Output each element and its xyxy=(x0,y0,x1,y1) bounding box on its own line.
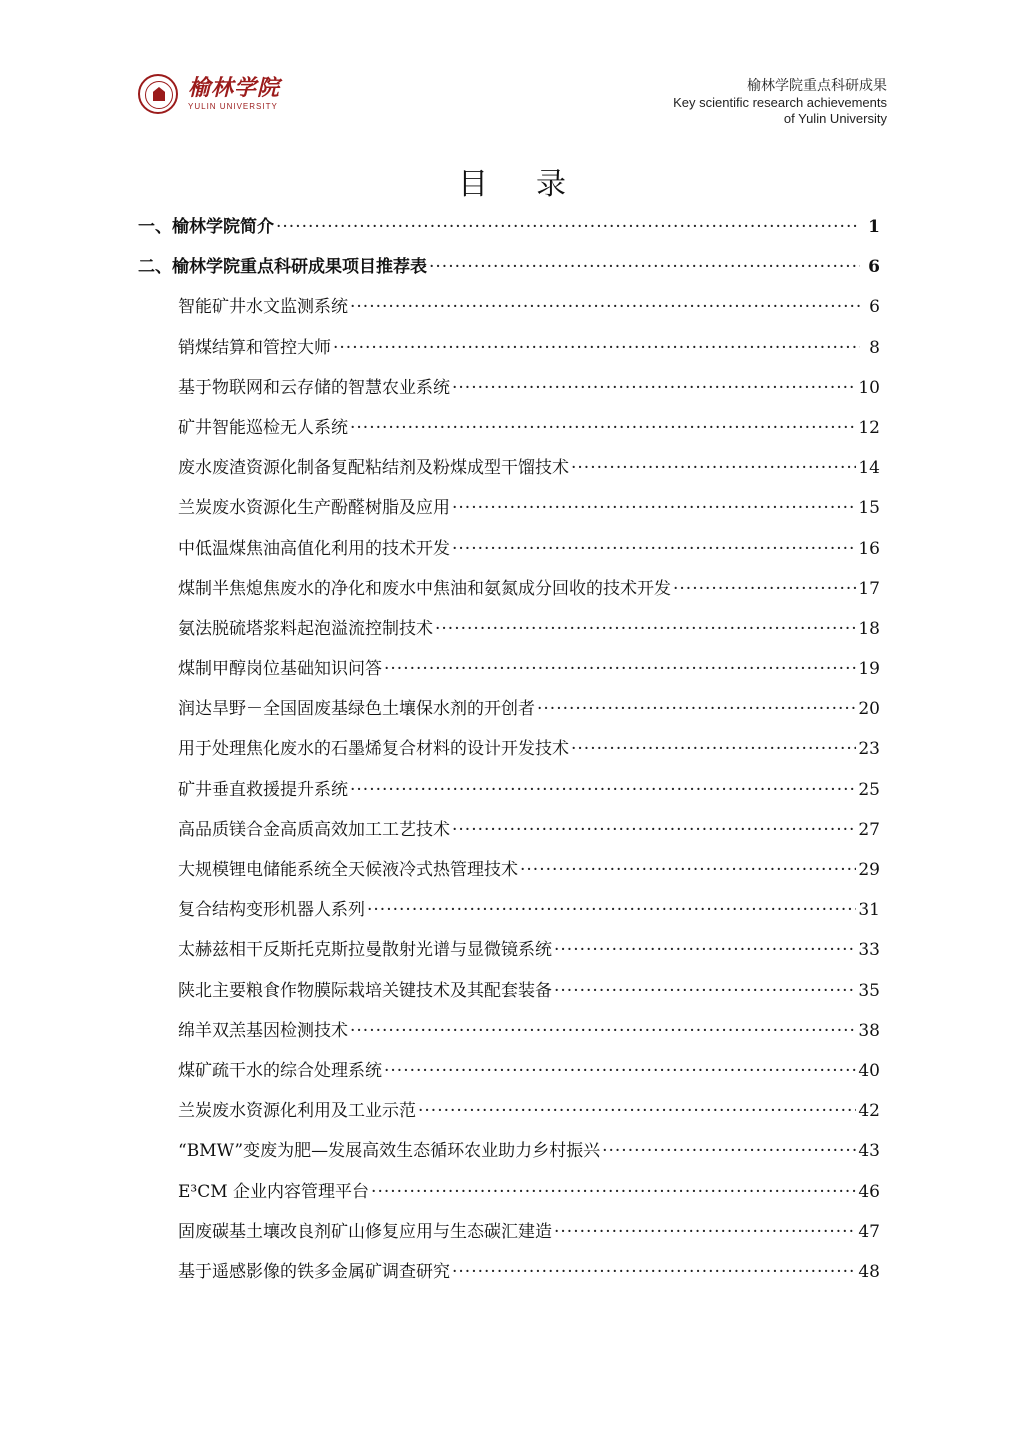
toc-page-number: 16 xyxy=(858,538,880,559)
toc-item[interactable] xyxy=(138,1056,880,1096)
table-of-contents xyxy=(138,212,880,1297)
toc-item[interactable] xyxy=(138,1177,880,1217)
logo-text xyxy=(188,76,280,112)
toc-page-number: 33 xyxy=(858,940,880,961)
header-caption-chinese: 榆林学院重点科研成果 xyxy=(747,77,887,93)
toc-page-number: 18 xyxy=(858,618,880,639)
toc-item-label: 用于处理焦化废水的石墨烯复合材料的设计开发技术 xyxy=(178,739,569,760)
toc-leader-dots xyxy=(537,699,856,719)
toc-leader-dots xyxy=(350,418,856,438)
toc-leader-dots xyxy=(418,1101,856,1121)
toc-item-label: 高品质镁合金高质高效加工工艺技术 xyxy=(178,819,450,840)
toc-item-label: 兰炭废水资源化生产酚醛树脂及应用 xyxy=(178,498,450,519)
toc-leader-dots xyxy=(350,780,856,800)
toc-leader-dots xyxy=(520,860,856,880)
toc-page-number: 47 xyxy=(858,1221,880,1242)
toc-item[interactable] xyxy=(138,1016,880,1056)
toc-leader-dots xyxy=(602,1141,856,1161)
toc-item[interactable] xyxy=(138,976,880,1016)
header-caption xyxy=(673,75,887,127)
toc-item[interactable] xyxy=(138,694,880,734)
logo-chinese-name: 榆林学院 xyxy=(188,75,281,101)
toc-item-label: 兰炭废水资源化利用及工业示范 xyxy=(178,1101,416,1122)
toc-leader-dots xyxy=(452,498,856,518)
toc-section-label: 一、榆林学院简介 xyxy=(138,217,274,237)
toc-item-label: 绵羊双羔基因检测技术 xyxy=(178,1020,348,1041)
toc-item[interactable] xyxy=(138,815,880,855)
page-header xyxy=(0,0,1024,140)
toc-item-label: E³CM 企业内容管理平台 xyxy=(178,1181,370,1202)
toc-page-number: 46 xyxy=(858,1181,880,1202)
toc-leader-dots xyxy=(429,257,860,277)
toc-item[interactable] xyxy=(138,1257,880,1297)
toc-item[interactable] xyxy=(138,855,880,895)
toc-page-number: 8 xyxy=(869,337,880,358)
toc-item-label: 矿井垂直救援提升系统 xyxy=(178,779,348,800)
toc-leader-dots xyxy=(350,1021,856,1041)
toc-item[interactable] xyxy=(138,453,880,493)
toc-item-label: 基于物联网和云存储的智慧农业系统 xyxy=(178,377,450,398)
toc-item[interactable] xyxy=(138,935,880,975)
toc-page-number: 15 xyxy=(858,498,880,519)
toc-page-number: 17 xyxy=(858,578,880,599)
toc-item[interactable] xyxy=(138,373,880,413)
header-caption-english: Key scientific research achievements of Yulin University xyxy=(673,95,887,126)
toc-leader-dots xyxy=(350,297,860,317)
toc-page-number: 35 xyxy=(858,980,880,1001)
toc-page-number: 10 xyxy=(858,377,880,398)
toc-page-number: 31 xyxy=(858,900,880,921)
toc-item-label: 智能矿井水文监测系统 xyxy=(178,297,348,318)
toc-page-number: 48 xyxy=(858,1261,880,1282)
toc-page-number: 40 xyxy=(858,1060,880,1081)
toc-item[interactable] xyxy=(138,734,880,774)
university-seal-icon xyxy=(138,74,178,114)
toc-item[interactable] xyxy=(138,1096,880,1136)
toc-item[interactable] xyxy=(138,1136,880,1176)
university-logo xyxy=(138,74,280,114)
toc-item-label: 销煤结算和管控大师 xyxy=(178,337,331,358)
page-title: 目录 xyxy=(458,167,614,203)
toc-item-label: 矿井智能巡检无人系统 xyxy=(178,417,348,438)
toc-item-label: 太赫兹相干反斯托克斯拉曼散射光谱与显微镜系统 xyxy=(178,940,552,961)
toc-item[interactable] xyxy=(138,574,880,614)
toc-item-label: 基于遥感影像的铁多金属矿调查研究 xyxy=(178,1261,450,1282)
toc-item-label: 复合结构变形机器人系列 xyxy=(178,900,365,921)
toc-leader-dots xyxy=(371,1182,856,1202)
toc-section-label: 二、榆林学院重点科研成果项目推荐表 xyxy=(138,257,427,278)
toc-item-label: 煤制半焦熄焦废水的净化和废水中焦油和氨氮成分回收的技术开发 xyxy=(178,578,671,599)
toc-leader-dots xyxy=(673,579,856,599)
toc-page-number: 12 xyxy=(858,417,880,438)
toc-leader-dots xyxy=(384,1061,856,1081)
toc-leader-dots xyxy=(452,378,856,398)
toc-page-number: 1 xyxy=(868,217,880,237)
toc-item-label: 固废碳基土壤改良剂矿山修复应用与生态碳汇建造 xyxy=(178,1221,552,1242)
toc-item[interactable] xyxy=(138,292,880,332)
toc-leader-dots xyxy=(554,1222,856,1242)
toc-item-label: 废水废渣资源化制备复配粘结剂及粉煤成型干馏技术 xyxy=(178,458,569,479)
toc-item-label: 煤制甲醇岗位基础知识问答 xyxy=(178,659,382,680)
toc-page-number: 6 xyxy=(868,257,880,278)
toc-page-number: 43 xyxy=(858,1141,880,1162)
toc-item[interactable] xyxy=(138,1217,880,1257)
toc-item[interactable] xyxy=(138,534,880,574)
toc-leader-dots xyxy=(452,539,856,559)
toc-leader-dots xyxy=(333,338,860,358)
toc-page-number: 25 xyxy=(858,779,880,800)
toc-item-label: 大规模锂电储能系统全天候液冷式热管理技术 xyxy=(178,860,518,880)
toc-leader-dots xyxy=(276,217,860,237)
toc-page-number: 23 xyxy=(858,739,880,760)
toc-leader-dots xyxy=(452,820,856,840)
toc-page-number: 14 xyxy=(858,458,880,479)
toc-item-label: 润达旱野－全国固废基绿色土壤保水剂的开创者 xyxy=(178,699,535,720)
toc-item[interactable] xyxy=(138,493,880,533)
toc-item[interactable] xyxy=(138,333,880,373)
toc-page-number: 38 xyxy=(858,1020,880,1041)
toc-page-number: 19 xyxy=(858,659,880,680)
toc-item-label: 陕北主要粮食作物膜际栽培关键技术及其配套装备 xyxy=(178,980,552,1001)
toc-leader-dots xyxy=(554,981,856,1001)
toc-item[interactable] xyxy=(138,614,880,654)
toc-item[interactable] xyxy=(138,895,880,935)
toc-item-label: 中低温煤焦油高值化利用的技术开发 xyxy=(178,538,450,559)
toc-item-label: “BMW”变废为肥—发展高效生态循环农业助力乡村振兴 xyxy=(178,1141,601,1162)
toc-item[interactable] xyxy=(138,775,880,815)
toc-section[interactable] xyxy=(138,212,880,252)
toc-leader-dots xyxy=(571,739,856,759)
logo-english-name: YULIN UNIVERSITY xyxy=(188,102,278,111)
toc-page-number: 29 xyxy=(858,860,880,880)
toc-leader-dots xyxy=(384,659,856,679)
toc-leader-dots xyxy=(367,900,856,920)
toc-leader-dots xyxy=(452,1262,856,1282)
toc-page-number: 27 xyxy=(858,819,880,840)
toc-leader-dots xyxy=(554,940,856,960)
toc-leader-dots xyxy=(571,458,856,478)
toc-page-number: 42 xyxy=(858,1101,880,1122)
toc-item-label: 氨法脱硫塔浆料起泡溢流控制技术 xyxy=(178,618,433,639)
toc-page-number: 6 xyxy=(869,297,880,318)
toc-item[interactable] xyxy=(138,654,880,694)
toc-section[interactable] xyxy=(138,252,880,292)
toc-page-number: 20 xyxy=(858,699,880,720)
toc-item[interactable] xyxy=(138,413,880,453)
toc-leader-dots xyxy=(435,619,856,639)
toc-item-label: 煤矿疏干水的综合处理系统 xyxy=(178,1060,382,1081)
